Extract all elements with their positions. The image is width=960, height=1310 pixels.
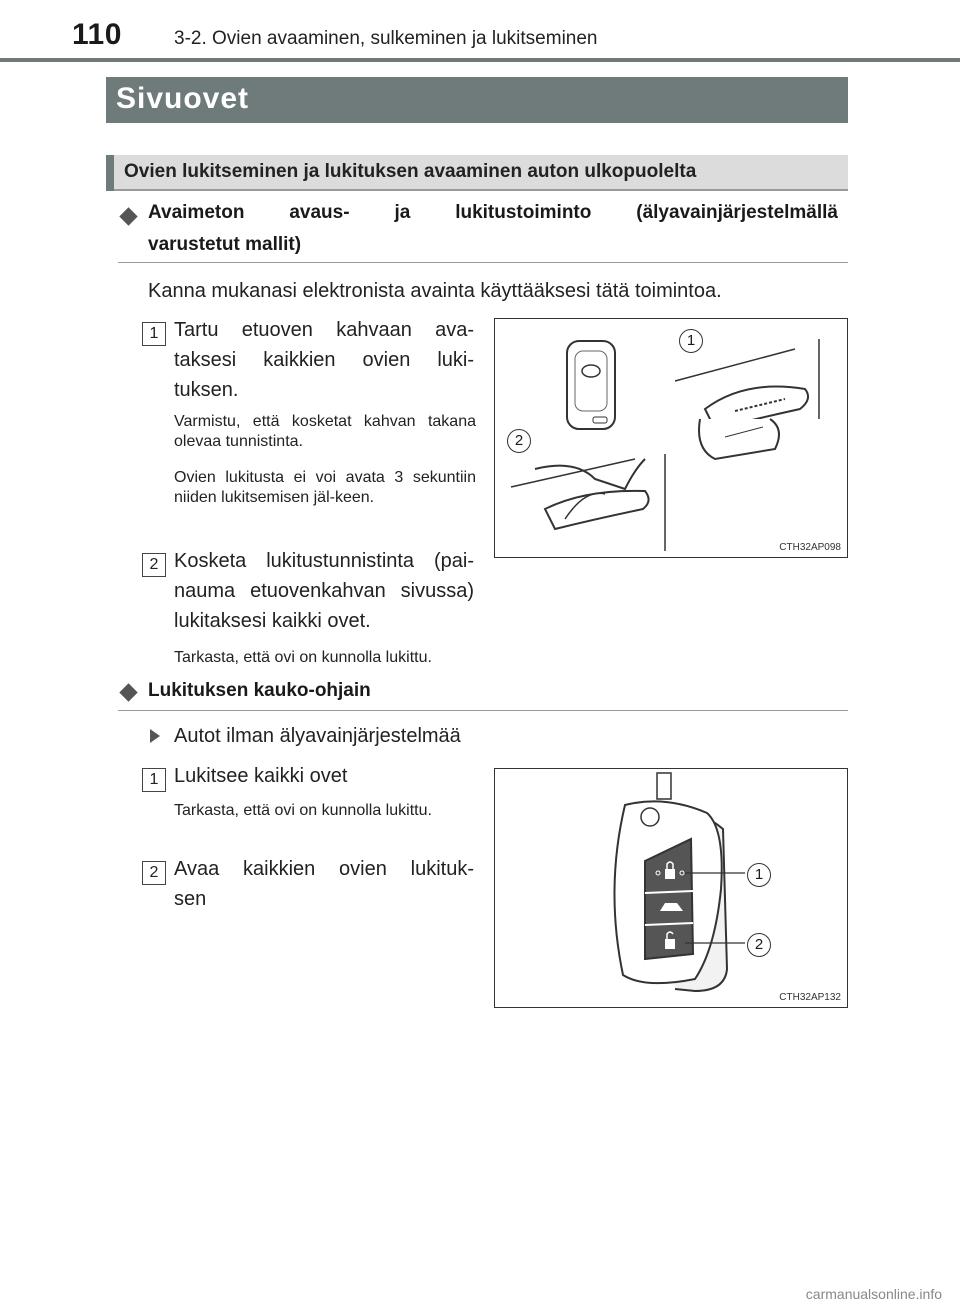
callout-2: 2	[747, 933, 771, 957]
remote-step1-note: Tarkasta, että ovi on kunnolla lukittu.	[174, 802, 432, 819]
step2-line2: nauma etuovenkahvan sivussa)	[174, 580, 474, 602]
figure-code: CTH32AP098	[779, 542, 841, 553]
step-number-1: 1	[142, 322, 166, 346]
diamond-bullet-icon	[119, 683, 137, 701]
section-title: Sivuovet	[116, 82, 250, 115]
step1-note1: Varmistu, että kosketat kahvan takana olevaa tunnistinta.	[174, 413, 476, 450]
step2-note: Tarkasta, että ovi on kunnolla lukittu.	[174, 649, 432, 666]
page-number: 110	[72, 18, 122, 51]
remote-step1-text: Lukitsee kaikki ovet	[174, 765, 348, 787]
callout-1: 1	[679, 329, 703, 353]
subsection-title: Ovien lukitseminen ja lukituksen avaaminen auton ulkopuolelta	[124, 161, 697, 182]
triangle-bullet-icon	[150, 729, 160, 743]
diamond-bullet-icon	[119, 207, 137, 225]
remote-heading-rule	[118, 710, 848, 711]
remote-step2-line1: Avaa kaikkien ovien lukituk-	[174, 858, 474, 880]
heading-rule	[118, 262, 848, 263]
step-number-1: 1	[142, 768, 166, 792]
figure-remote-key	[494, 768, 848, 1008]
figure-code: CTH32AP132	[779, 992, 841, 1003]
step1-note2: Ovien lukitusta ei voi avata 3 sekuntiin niiden lukitsemisen jäl-keen.	[174, 469, 476, 506]
watermark: carmanualsonline.info	[805, 1286, 942, 1302]
step-number-2: 2	[142, 861, 166, 885]
door-handle-illustration	[495, 319, 847, 557]
callout-1: 1	[747, 863, 771, 887]
step2-line1: Kosketa lukitustunnistinta (pai-	[174, 550, 474, 572]
figure-door-handle	[494, 318, 848, 558]
step-number-2: 2	[142, 553, 166, 577]
smart-entry-heading-line1: Avaimeton avaus- ja lukitustoiminto (älyavainjärjestelmällä	[148, 202, 838, 223]
remote-heading: Lukituksen kauko-ohjain	[148, 680, 371, 701]
step1-line2: taksesi kaikkien ovien luki-	[174, 349, 474, 371]
callout-2: 2	[507, 429, 531, 453]
remote-subheading: Autot ilman älyavainjärjestelmää	[174, 725, 461, 747]
top-rule	[0, 58, 960, 62]
smart-entry-intro: Kanna mukanasi elektronista avainta käyttääksesi tätä toimintoa.	[148, 280, 722, 302]
remote-step2-line2: sen	[174, 888, 207, 910]
section-banner	[106, 77, 848, 123]
step1-line1: Tartu etuoven kahvaan ava-	[174, 319, 474, 341]
step1-line3: tuksen.	[174, 379, 239, 401]
subsection-bar	[106, 155, 114, 191]
smart-entry-heading-line2: varustetut mallit)	[148, 234, 302, 255]
subsection-banner	[106, 155, 848, 191]
running-head: 3-2. Ovien avaaminen, sulkeminen ja lukitseminen	[174, 28, 598, 49]
remote-key-illustration	[495, 769, 847, 1007]
step2-line3: lukitaksesi kaikki ovet.	[174, 610, 371, 632]
